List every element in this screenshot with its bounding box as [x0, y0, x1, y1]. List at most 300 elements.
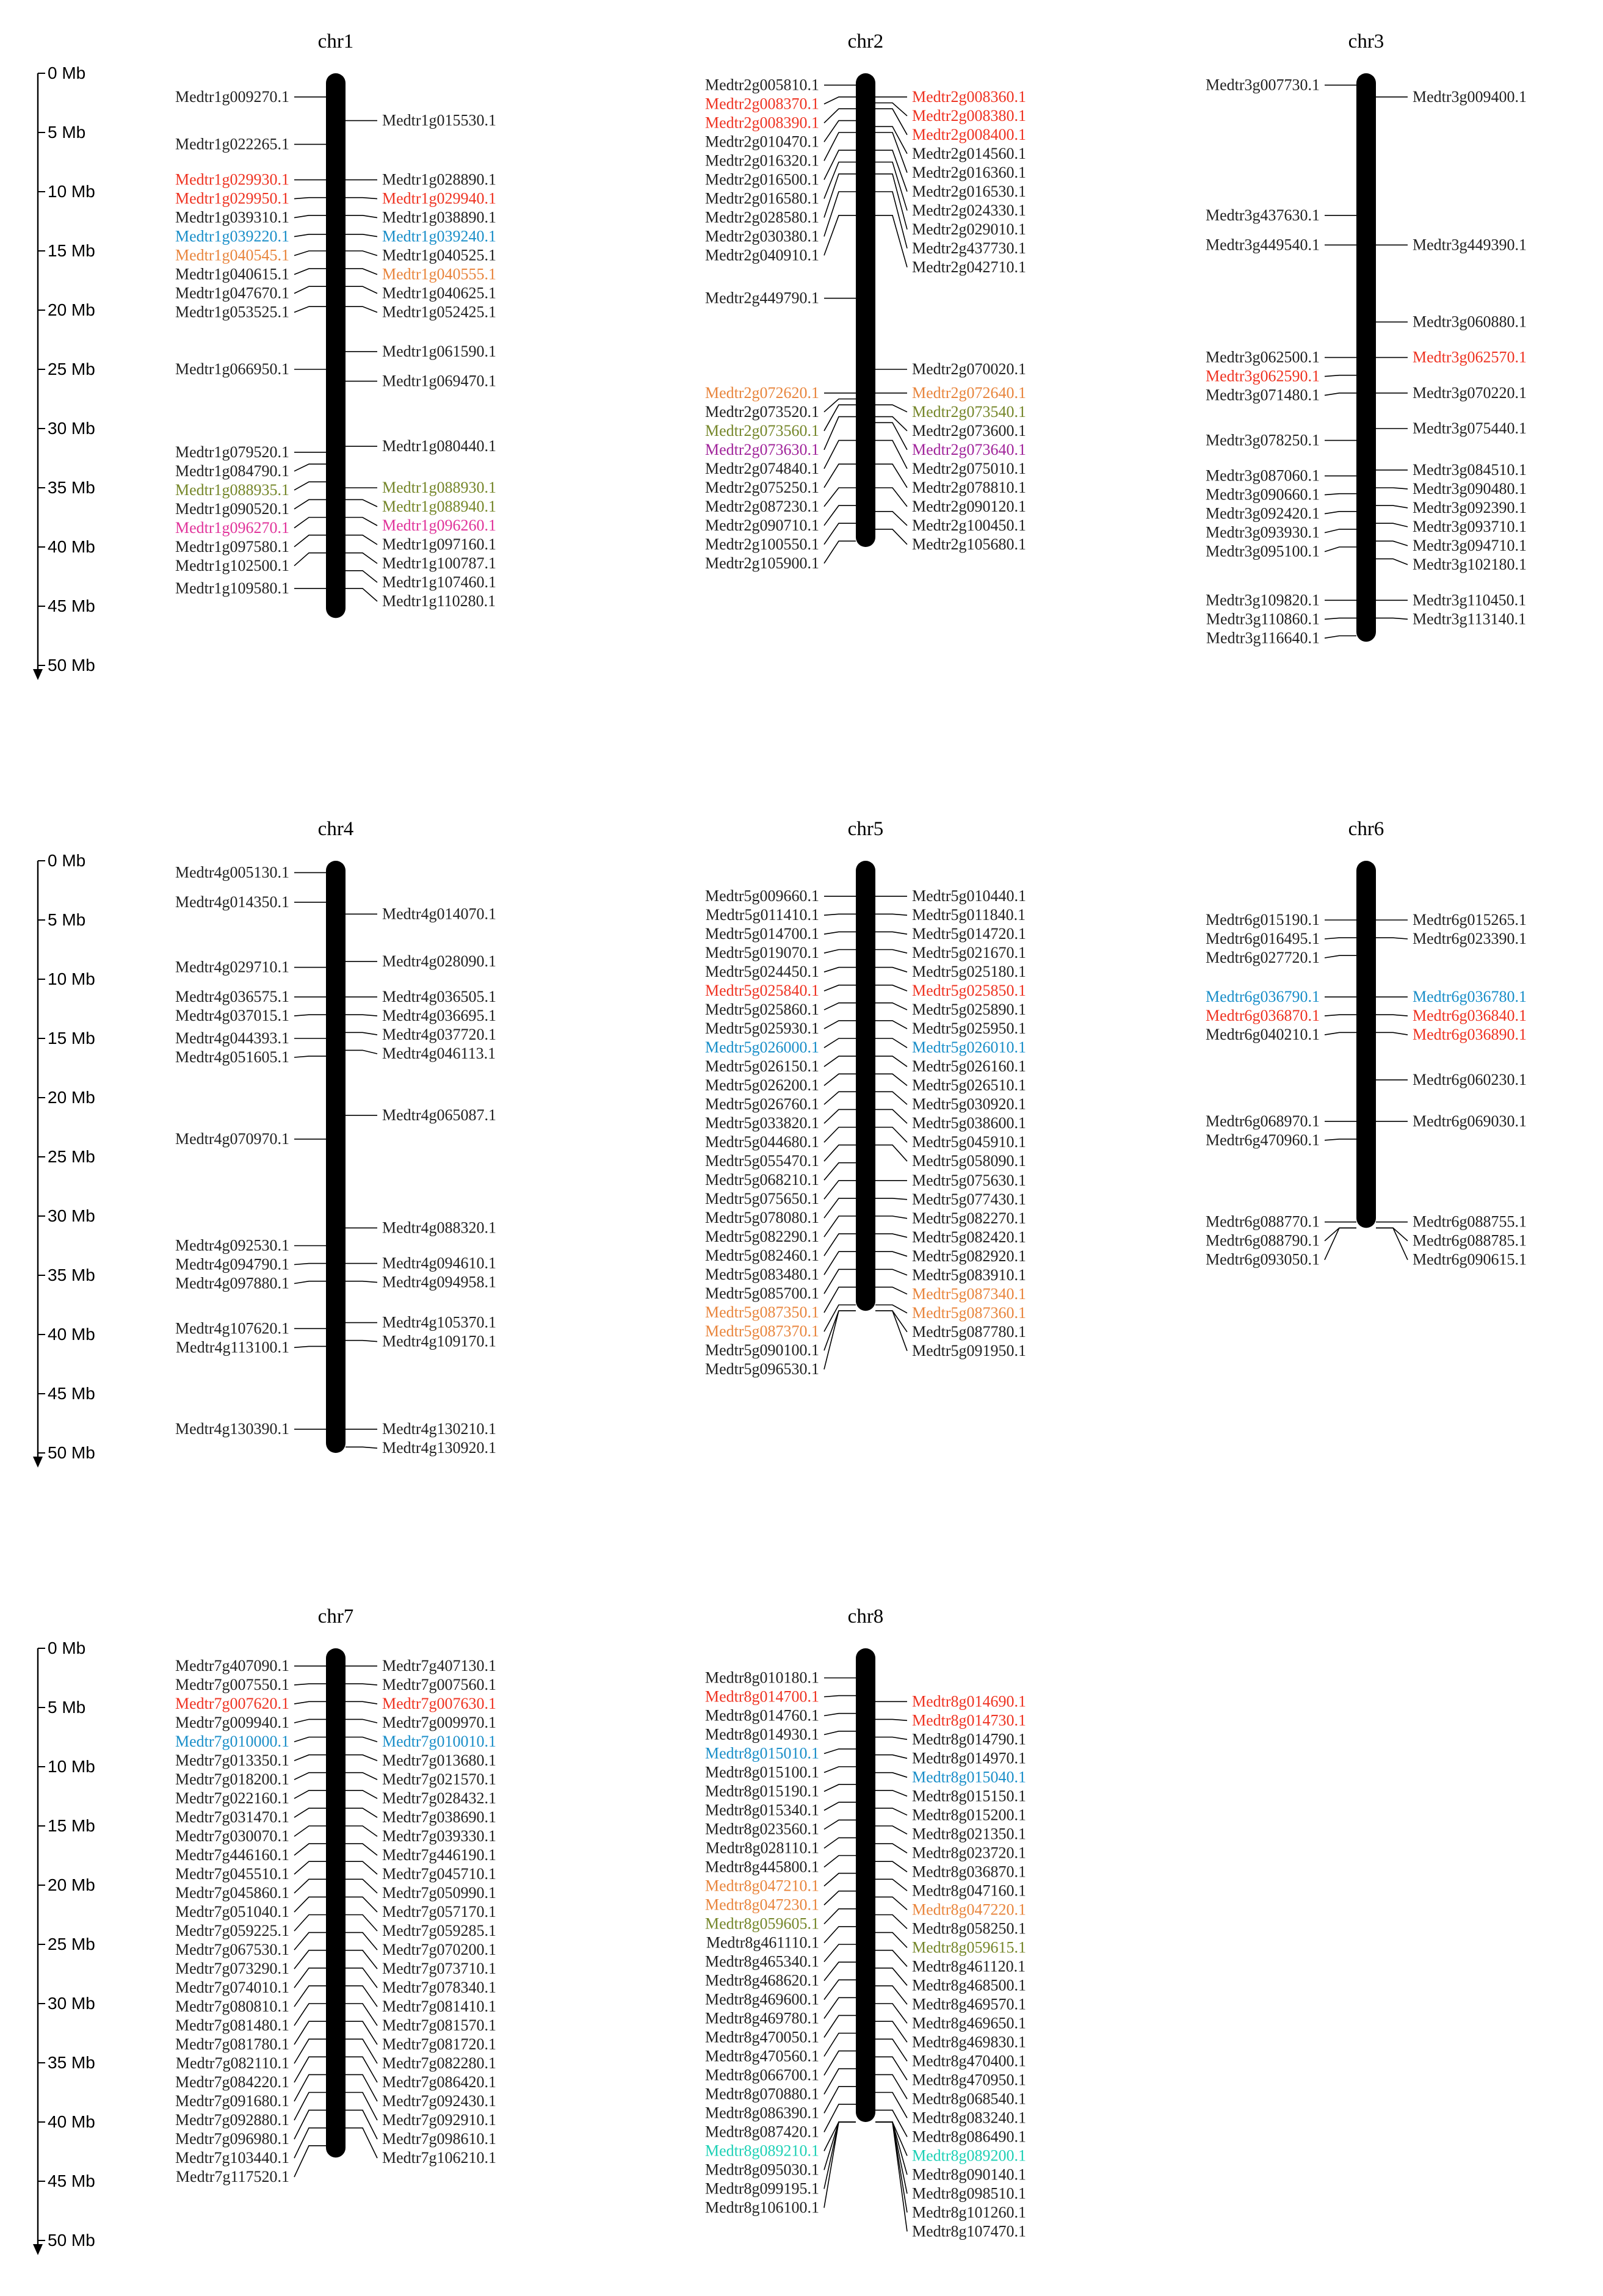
chromosome-title: chr4 — [317, 818, 354, 840]
marker-line — [824, 1056, 856, 1067]
marker-line — [824, 174, 856, 218]
marker-line — [875, 529, 907, 545]
gene-label: Medtr5g026000.1 — [704, 1038, 819, 1057]
gene-label: Medtr3g078250.1 — [1205, 431, 1320, 449]
chromosome-chr2 — [705, 31, 1026, 572]
marker-line — [875, 1791, 907, 1797]
marker-line — [824, 192, 856, 236]
gene-label: Medtr8g101260.1 — [912, 2203, 1027, 2222]
gene-label: Medtr4g097880.1 — [175, 1274, 289, 1292]
gene-label: Medtr3g092390.1 — [1413, 498, 1527, 516]
marker-line — [875, 150, 907, 192]
gene-label: Medtr8g014730.1 — [912, 1711, 1027, 1729]
marker-line — [346, 2004, 377, 2026]
gene-label: Medtr2g073540.1 — [912, 402, 1027, 421]
gene-label: Medtr5g033820.1 — [704, 1114, 819, 1132]
gene-label: Medtr3g062500.1 — [1205, 348, 1320, 366]
gene-label: Medtr6g088770.1 — [1205, 1212, 1320, 1231]
gene-label: Medtr1g029950.1 — [175, 189, 289, 208]
gene-label: Medtr5g082290.1 — [704, 1228, 819, 1246]
gene-label: Medtr6g015265.1 — [1413, 911, 1527, 929]
gene-label: Medtr4g113100.1 — [175, 1338, 289, 1356]
gene-label: Medtr7g059285.1 — [382, 1922, 497, 1940]
marker-line — [875, 1950, 907, 1967]
marker-line — [294, 306, 326, 312]
marker-line — [824, 405, 856, 431]
gene-label: Medtr8g070880.1 — [704, 2085, 819, 2103]
chromosome-title: chr5 — [847, 818, 884, 840]
marker-line — [824, 1128, 856, 1143]
marker-line — [824, 1820, 856, 1829]
gene-label: Medtr3g116640.1 — [1206, 629, 1320, 647]
gene-label: Medtr7g007620.1 — [175, 1695, 289, 1713]
gene-label: Medtr7g045860.1 — [175, 1884, 289, 1902]
gene-label: Medtr6g069030.1 — [1413, 1112, 1527, 1130]
scale-tick-label: 0 Mb — [48, 851, 86, 870]
gene-label: Medtr7g009970.1 — [382, 1714, 497, 1732]
gene-label: Medtr5g025850.1 — [912, 982, 1027, 1000]
marker-line — [875, 1311, 907, 1332]
gene-label: Medtr8g014760.1 — [704, 1706, 819, 1725]
gene-label: Medtr3g062590.1 — [1205, 367, 1320, 385]
gene-label: Medtr5g087780.1 — [912, 1322, 1027, 1341]
scale-tick-label: 25 Mb — [48, 1147, 95, 1166]
marker-line — [824, 2122, 856, 2151]
gene-label: Medtr7g045510.1 — [175, 1865, 289, 1883]
gene-label: Medtr1g040545.1 — [175, 246, 289, 264]
marker-line — [875, 103, 907, 116]
gene-label: Medtr8g469600.1 — [704, 1990, 819, 2008]
marker-line — [875, 1305, 907, 1313]
gene-label: Medtr3g090480.1 — [1413, 479, 1527, 498]
gene-label: Medtr8g014970.1 — [912, 1749, 1027, 1767]
gene-label: Medtr8g470560.1 — [704, 2047, 819, 2065]
marker-line — [294, 2128, 326, 2158]
gene-label: Medtr7g074010.1 — [175, 1979, 289, 1997]
marker-line — [824, 1198, 856, 1218]
gene-label: Medtr8g015190.1 — [704, 1782, 819, 1800]
gene-label: Medtr7g117520.1 — [175, 2168, 289, 2186]
marker-line — [346, 1808, 377, 1817]
gene-label: Medtr7g092880.1 — [175, 2111, 289, 2129]
marker-line — [824, 1109, 856, 1123]
marker-line — [346, 286, 377, 293]
marker-line — [294, 1879, 326, 1893]
gene-label: Medtr1g097580.1 — [175, 537, 289, 556]
marker-line — [346, 1032, 377, 1035]
gene-label: Medtr4g029710.1 — [175, 958, 289, 976]
gene-label: Medtr8g047220.1 — [912, 1900, 1027, 1919]
scale-tick-label: 30 Mb — [48, 1206, 95, 1225]
scale-tick-label: 40 Mb — [48, 1325, 95, 1344]
gene-label: Medtr7g092910.1 — [382, 2111, 497, 2129]
gene-label: Medtr7g081720.1 — [382, 2035, 497, 2054]
gene-label: Medtr8g015200.1 — [912, 1806, 1027, 1824]
marker-line — [346, 1447, 377, 1448]
marker-line — [824, 1909, 856, 1924]
gene-label: Medtr6g015190.1 — [1205, 911, 1320, 929]
gene-label: Medtr7g013680.1 — [382, 1751, 497, 1770]
gene-label: Medtr3g007730.1 — [1205, 76, 1320, 94]
marker-line — [294, 2093, 326, 2121]
gene-label: Medtr4g036505.1 — [382, 988, 497, 1006]
gene-label: Medtr2g016580.1 — [704, 189, 819, 208]
marker-line — [294, 482, 326, 490]
gene-label: Medtr7g007560.1 — [382, 1676, 497, 1694]
marker-line — [346, 269, 377, 275]
gene-label: Medtr5g025930.1 — [704, 1019, 819, 1038]
marker-line — [346, 571, 377, 582]
marker-line — [294, 1719, 326, 1723]
gene-label: Medtr5g083480.1 — [704, 1266, 819, 1284]
marker-line — [346, 1719, 377, 1723]
gene-label: Medtr1g088930.1 — [382, 479, 497, 496]
gene-label: Medtr1g040555.1 — [382, 265, 497, 283]
marker-line — [346, 1050, 377, 1054]
marker-line — [294, 1346, 326, 1347]
marker-line — [346, 1950, 377, 1969]
marker-line — [1325, 393, 1356, 396]
gene-label: Medtr7g091680.1 — [175, 2092, 289, 2110]
gene-label: Medtr8g028110.1 — [705, 1839, 819, 1857]
gene-label: Medtr3g094710.1 — [1413, 536, 1527, 554]
gene-label: Medtr6g036790.1 — [1205, 988, 1320, 1006]
scale-bar — [33, 63, 95, 680]
marker-line — [875, 2122, 907, 2231]
gene-label: Medtr6g090615.1 — [1413, 1250, 1527, 1269]
gene-label: Medtr8g015150.1 — [912, 1787, 1027, 1805]
marker-line — [1376, 488, 1408, 489]
marker-line — [294, 1791, 326, 1798]
gene-label: Medtr5g038600.1 — [912, 1114, 1027, 1132]
gene-label: Medtr1g040525.1 — [382, 246, 497, 264]
marker-line — [824, 162, 856, 199]
gene-label: Medtr2g087230.1 — [704, 497, 819, 515]
gene-label: Medtr7g051040.1 — [175, 1903, 289, 1921]
gene-label: Medtr1g096260.1 — [382, 516, 497, 534]
gene-label: Medtr2g030380.1 — [704, 227, 819, 245]
gene-label: Medtr5g087360.1 — [912, 1303, 1027, 1322]
gene-label: Medtr4g130390.1 — [175, 1420, 289, 1438]
marker-line — [346, 1915, 377, 1932]
marker-line — [294, 269, 326, 275]
gene-label: Medtr5g085700.1 — [704, 1284, 819, 1303]
chromosome-chr7 — [175, 1606, 496, 2186]
gene-label: Medtr7g446160.1 — [175, 1846, 289, 1864]
gene-label: Medtr5g077430.1 — [912, 1190, 1027, 1208]
gene-label: Medtr7g050990.1 — [382, 1884, 497, 1902]
chromosome-title: chr2 — [847, 31, 884, 53]
gene-label: Medtr3g090660.1 — [1205, 485, 1320, 504]
marker-line — [294, 1015, 326, 1016]
chromosome-chr6 — [1206, 818, 1527, 1269]
gene-label: Medtr7g010010.1 — [382, 1733, 497, 1751]
gene-label: Medtr3g437630.1 — [1205, 206, 1320, 224]
gene-label: Medtr7g092430.1 — [382, 2092, 497, 2110]
gene-label: Medtr2g075010.1 — [912, 459, 1027, 477]
marker-line — [824, 1856, 856, 1867]
gene-label: Medtr8g014700.1 — [704, 1687, 819, 1706]
gene-label: Medtr7g070200.1 — [382, 1941, 497, 1959]
marker-line — [875, 126, 907, 154]
marker-line — [824, 1980, 856, 1999]
marker-line — [294, 1950, 326, 1969]
marker-line — [875, 1198, 907, 1200]
gene-label: Medtr1g061590.1 — [382, 342, 497, 360]
gene-label: Medtr8g470950.1 — [912, 2071, 1027, 2089]
marker-line — [294, 198, 326, 199]
marker-line — [1325, 1015, 1356, 1016]
chromosome-chr4 — [175, 818, 496, 1457]
marker-line — [294, 1056, 326, 1057]
scale-tick-label: 10 Mb — [48, 182, 95, 201]
marker-line — [294, 464, 326, 471]
gene-label: Medtr1g090520.1 — [175, 499, 289, 518]
chromosome-bar — [1356, 861, 1376, 1228]
chromosome-chr8 — [705, 1606, 1026, 2240]
marker-line — [824, 1696, 856, 1697]
scale-tick-label: 40 Mb — [48, 2112, 95, 2131]
gene-label: Medtr6g093050.1 — [1205, 1250, 1320, 1269]
gene-label: Medtr7g096980.1 — [175, 2130, 289, 2148]
marker-line — [875, 2122, 907, 2175]
gene-label: Medtr2g100550.1 — [704, 535, 819, 553]
marker-line — [294, 1264, 326, 1265]
marker-line — [824, 2033, 856, 2057]
gene-label: Medtr1g028890.1 — [382, 170, 497, 189]
gene-label: Medtr8g086490.1 — [912, 2128, 1027, 2146]
gene-label: Medtr6g040210.1 — [1205, 1026, 1320, 1044]
gene-label: Medtr4g036695.1 — [382, 1007, 497, 1025]
gene-label: Medtr5g045910.1 — [912, 1133, 1027, 1151]
marker-line — [875, 417, 907, 431]
marker-line — [1376, 505, 1408, 508]
marker-line — [294, 499, 326, 509]
marker-line — [824, 1749, 856, 1754]
gene-label: Medtr7g007550.1 — [175, 1676, 289, 1694]
marker-line — [824, 1074, 856, 1085]
marker-line — [294, 1933, 326, 1950]
marker-line — [875, 405, 907, 412]
gene-label: Medtr8g014790.1 — [912, 1730, 1027, 1748]
gene-label: Medtr2g016320.1 — [704, 151, 819, 170]
marker-line — [824, 1145, 856, 1162]
scale-tick-label: 35 Mb — [48, 2053, 95, 2072]
gene-label: Medtr6g088755.1 — [1413, 1212, 1527, 1231]
scale-tick-label: 50 Mb — [48, 656, 95, 675]
gene-label: Medtr8g047230.1 — [704, 1896, 819, 1914]
gene-label: Medtr8g107470.1 — [912, 2222, 1027, 2240]
marker-line — [875, 1269, 907, 1275]
gene-label: Medtr2g016530.1 — [912, 182, 1027, 200]
gene-label: Medtr2g449790.1 — [704, 289, 819, 307]
marker-line — [875, 1773, 907, 1778]
gene-label: Medtr1g022265.1 — [175, 135, 289, 153]
gene-label: Medtr2g073630.1 — [704, 440, 819, 458]
marker-line — [875, 192, 907, 248]
chromosome-title: chr7 — [317, 1606, 354, 1628]
gene-label: Medtr8g066700.1 — [704, 2066, 819, 2084]
gene-label: Medtr1g040625.1 — [382, 284, 497, 302]
chromosome-chr3 — [1206, 31, 1527, 646]
gene-label: Medtr3g092420.1 — [1205, 504, 1320, 523]
marker-line — [294, 251, 326, 256]
gene-label: Medtr1g109580.1 — [175, 579, 289, 597]
gene-label: Medtr8g469650.1 — [912, 2014, 1027, 2032]
gene-label: Medtr1g088935.1 — [175, 480, 289, 499]
gene-label: Medtr5g025950.1 — [912, 1019, 1027, 1038]
gene-label: Medtr1g039240.1 — [382, 227, 497, 245]
marker-line — [294, 535, 326, 547]
gene-label: Medtr3g087060.1 — [1205, 466, 1320, 485]
gene-label: Medtr3g084510.1 — [1413, 460, 1527, 479]
gene-label: Medtr6g068970.1 — [1205, 1112, 1320, 1130]
gene-label: Medtr1g052425.1 — [382, 303, 497, 321]
gene-label: Medtr2g073640.1 — [912, 440, 1027, 458]
marker-line — [1376, 1015, 1408, 1016]
gene-label: Medtr8g083240.1 — [912, 2109, 1027, 2127]
gene-label: Medtr8g015010.1 — [704, 1744, 819, 1762]
marker-line — [346, 1844, 377, 1855]
marker-line — [1325, 1228, 1356, 1240]
gene-label: Medtr7g081570.1 — [382, 2016, 497, 2035]
marker-line — [294, 1773, 326, 1780]
marker-line — [875, 2110, 907, 2137]
gene-label: Medtr8g068540.1 — [912, 2090, 1027, 2108]
gene-label: Medtr8g470050.1 — [704, 2028, 819, 2046]
gene-label: Medtr6g088785.1 — [1413, 1231, 1527, 1250]
marker-line — [346, 1879, 377, 1893]
gene-label: Medtr8g469570.1 — [912, 1995, 1027, 2013]
gene-label: Medtr2g016500.1 — [704, 170, 819, 189]
gene-label: Medtr2g024330.1 — [912, 201, 1027, 219]
marker-line — [875, 1251, 907, 1256]
gene-label: Medtr5g058090.1 — [912, 1152, 1027, 1170]
scale-tick-label: 35 Mb — [48, 478, 95, 497]
marker-line — [875, 1844, 907, 1853]
marker-line — [875, 1986, 907, 2004]
gene-label: Medtr4g028090.1 — [382, 952, 497, 970]
gene-label: Medtr5g025890.1 — [912, 1001, 1027, 1019]
marker-line — [346, 198, 377, 199]
marker-line — [875, 1311, 907, 1351]
marker-line — [824, 1944, 856, 1962]
marker-line — [875, 1056, 907, 1067]
gene-label: Medtr5g026510.1 — [912, 1076, 1027, 1095]
gene-label: Medtr8g469780.1 — [704, 2009, 819, 2027]
gene-label: Medtr1g097160.1 — [382, 535, 497, 553]
gene-label: Medtr7g081780.1 — [175, 2035, 289, 2054]
gene-label: Medtr8g086390.1 — [704, 2104, 819, 2122]
marker-line — [294, 2057, 326, 2082]
gene-label: Medtr5g021670.1 — [912, 944, 1027, 962]
gene-label: Medtr8g014690.1 — [912, 1692, 1027, 1711]
gene-label: Medtr8g023560.1 — [704, 1820, 819, 1838]
marker-line — [294, 286, 326, 293]
marker-line — [346, 2110, 377, 2140]
gene-label: Medtr4g051605.1 — [175, 1048, 289, 1066]
marker-line — [875, 215, 907, 267]
marker-line — [1376, 618, 1408, 619]
gene-label: Medtr5g087350.1 — [704, 1303, 819, 1322]
gene-label: Medtr3g109820.1 — [1205, 591, 1320, 609]
marker-line — [875, 1216, 907, 1219]
gene-label: Medtr5g030920.1 — [912, 1095, 1027, 1114]
gene-label: Medtr7g084220.1 — [175, 2073, 289, 2091]
marker-line — [824, 1234, 856, 1256]
gene-label: Medtr7g407130.1 — [382, 1657, 497, 1675]
gene-label: Medtr1g047670.1 — [175, 284, 289, 302]
marker-line — [824, 1269, 856, 1294]
gene-label: Medtr2g075250.1 — [704, 478, 819, 496]
marker-line — [824, 399, 856, 412]
scale-tick-label: 0 Mb — [48, 1639, 86, 1657]
marker-line — [346, 1791, 377, 1798]
scale-tick-label: 5 Mb — [48, 1698, 86, 1717]
scale-tick-label: 10 Mb — [48, 969, 95, 988]
gene-label: Medtr7g013350.1 — [175, 1751, 289, 1770]
marker-line — [824, 1838, 856, 1848]
marker-line — [875, 2122, 907, 2156]
gene-label: Medtr8g087420.1 — [704, 2123, 819, 2141]
gene-label: Medtr6g023390.1 — [1413, 930, 1527, 947]
marker-line — [294, 1968, 326, 1988]
chromosome-bar — [856, 73, 875, 547]
gene-label: Medtr2g100450.1 — [912, 516, 1027, 534]
gene-label: Medtr2g005810.1 — [704, 76, 819, 94]
gene-label: Medtr4g037015.1 — [175, 1007, 289, 1025]
gene-label: Medtr2g029010.1 — [912, 220, 1027, 238]
marker-line — [346, 588, 377, 601]
marker-line — [875, 1915, 907, 1929]
gene-label: Medtr7g038690.1 — [382, 1808, 497, 1827]
gene-label: Medtr3g449390.1 — [1413, 236, 1527, 254]
gene-label: Medtr5g096530.1 — [704, 1360, 819, 1378]
marker-line — [875, 1719, 907, 1720]
chromosome-title: chr6 — [1348, 818, 1384, 840]
gene-label: Medtr5g075630.1 — [912, 1171, 1027, 1189]
marker-line — [824, 1927, 856, 1943]
chromosome-bar — [1356, 73, 1376, 642]
marker-line — [875, 1092, 907, 1104]
gene-label: Medtr2g014560.1 — [912, 144, 1027, 162]
gene-label: Medtr2g072620.1 — [704, 383, 819, 402]
scale-tick-label: 50 Mb — [48, 2231, 95, 2250]
gene-label: Medtr5g025840.1 — [704, 982, 819, 1000]
gene-label: Medtr5g082920.1 — [912, 1247, 1027, 1265]
gene-label: Medtr7g039330.1 — [382, 1827, 497, 1845]
marker-line — [1325, 529, 1356, 533]
chromosome-chr1 — [175, 31, 496, 618]
marker-line — [824, 2069, 856, 2095]
marker-line — [824, 1731, 856, 1735]
marker-line — [824, 985, 856, 991]
gene-label: Medtr1g009270.1 — [175, 87, 289, 106]
gene-label: Medtr2g070020.1 — [912, 360, 1027, 378]
marker-line — [346, 1826, 377, 1836]
marker-line — [824, 1714, 856, 1716]
gene-label: Medtr1g069470.1 — [382, 372, 497, 390]
gene-label: Medtr8g095030.1 — [704, 2160, 819, 2179]
marker-line — [1376, 559, 1408, 565]
marker-line — [875, 1038, 907, 1048]
marker-line — [875, 2093, 907, 2118]
gene-label: Medtr7g007630.1 — [382, 1695, 497, 1713]
marker-line — [824, 1962, 856, 1980]
marker-line — [875, 1826, 907, 1834]
gene-label: Medtr7g073290.1 — [175, 1960, 289, 1978]
gene-label: Medtr3g060880.1 — [1413, 313, 1527, 331]
